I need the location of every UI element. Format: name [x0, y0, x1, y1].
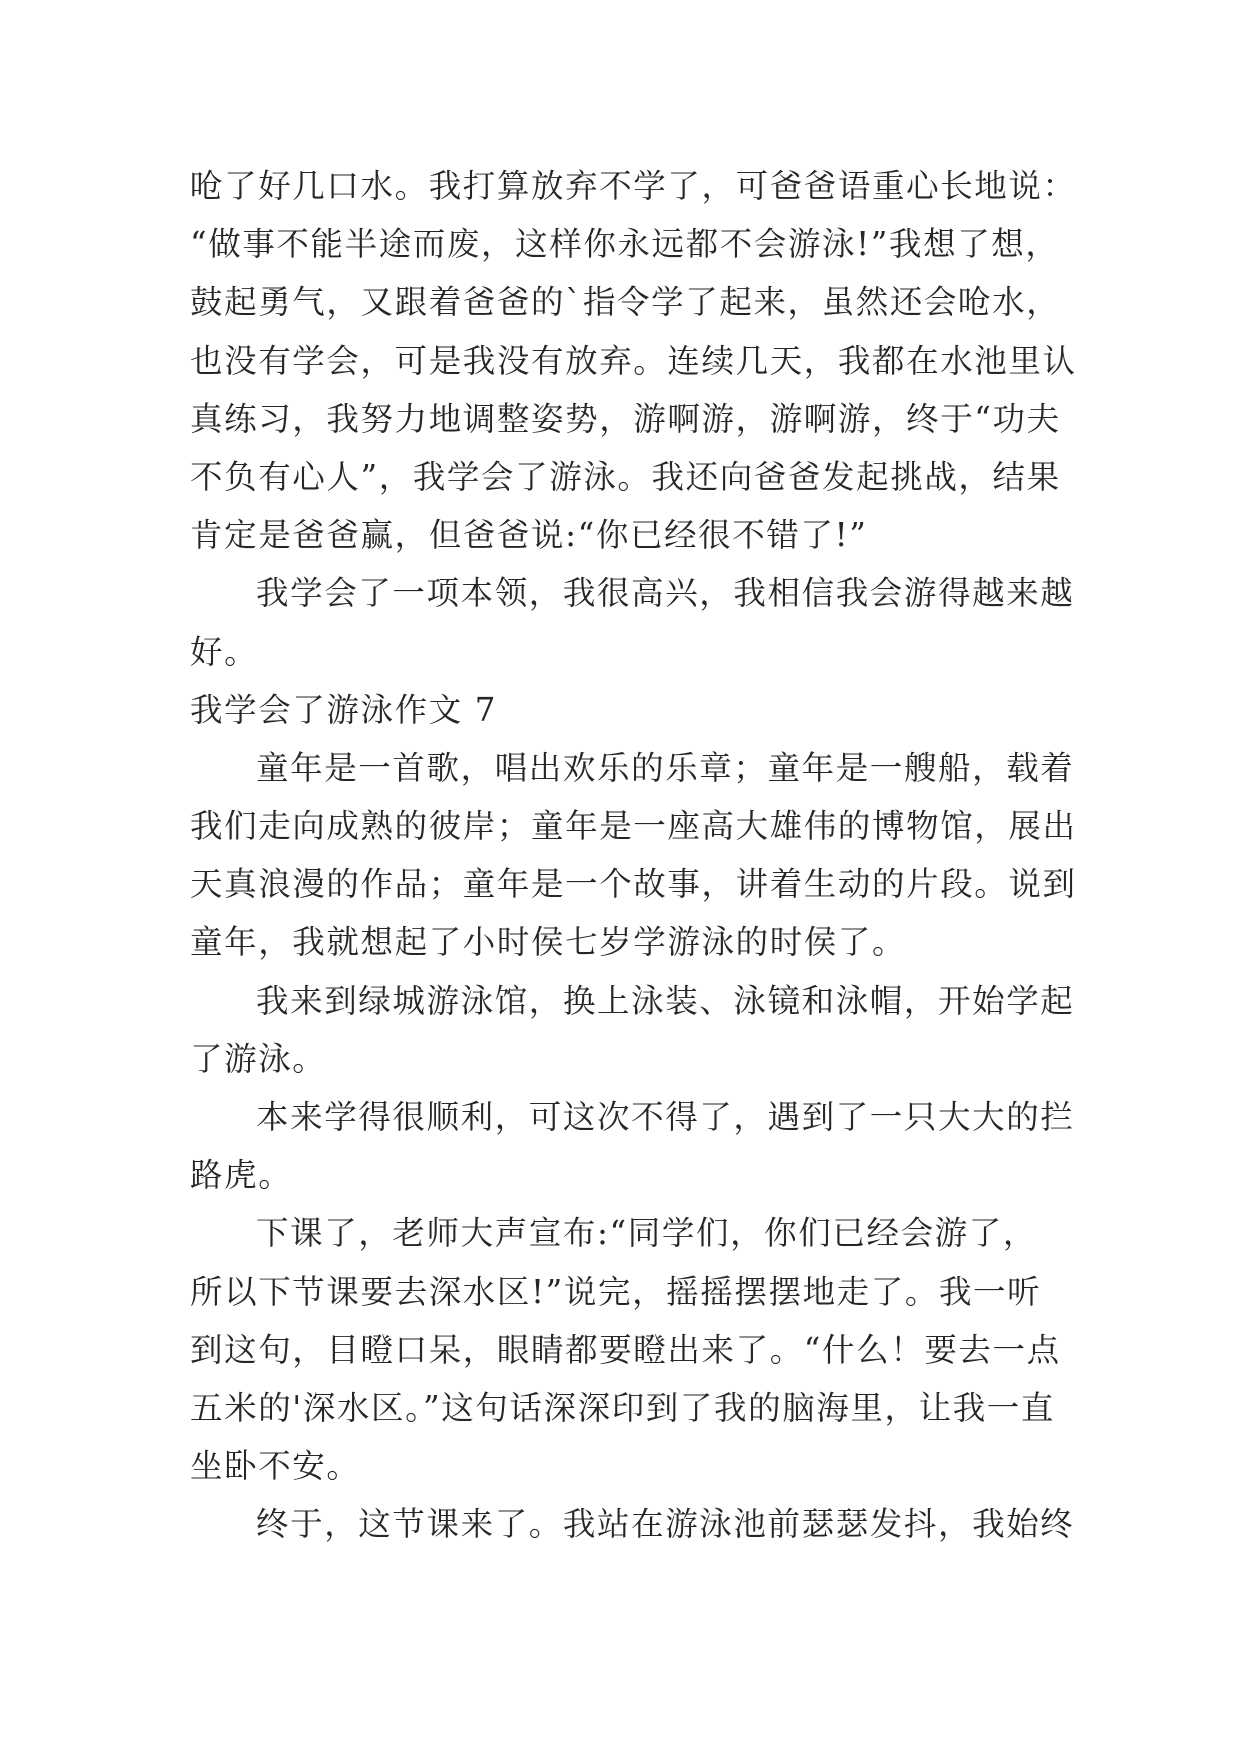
text-line: 也没有学会，可是我没有放弃。连续几天，我都在水池里认: [190, 341, 1077, 380]
text-line: 到这句，目瞪口呆，眼睛都要瞪出来了。“什么！要去一点: [190, 1330, 1061, 1369]
paragraph-first-line: 我学会了一项本领，我很高兴，我相信我会游得越来越: [256, 574, 1075, 613]
text-line: “做事不能半途而废，这样你永远都不会游泳!”我想了想，: [190, 225, 1060, 264]
text-line: 肯定是爸爸赢，但爸爸说:“你已经很不错了!”: [190, 516, 868, 555]
text-line: 呛了好几口水。我打算放弃不学了，可爸爸语重心长地说：: [190, 167, 1077, 205]
text-line: 坐卧不安。: [190, 1447, 361, 1486]
text-line: 童年，我就想起了小时侯七岁学游泳的时侯了。: [190, 923, 907, 962]
text-line: 了游泳。: [190, 1039, 327, 1078]
text-line: 五米的'深水区。”这句话深深印到了我的脑海里，让我一直: [190, 1388, 1055, 1427]
text-line: 鼓起勇气，又跟着爸爸的`指令学了起来，虽然还会呛水，: [190, 283, 1061, 322]
paragraph-first-line: 下课了，老师大声宣布:“同学们，你们已经会游了，: [256, 1214, 1037, 1253]
text-line: 不负有心人”，我学会了游泳。我还向爸爸发起挑战，结果: [190, 457, 1061, 496]
paragraph-first-line: 本来学得很顺利，可这次不得了，遇到了一只大大的拦: [256, 1098, 1075, 1136]
document-body: [190, 157, 1090, 1554]
paragraph-first-line: 我来到绿城游泳馆，换上泳装、泳镜和泳帽，开始学起: [256, 981, 1075, 1020]
text-line: 天真浪漫的作品；童年是一个故事，讲着生动的片段。说到: [190, 865, 1077, 904]
text-line: 好。: [190, 632, 259, 671]
paragraph-first-line: 童年是一首歌，唱出欢乐的乐章；童年是一艘船，载着: [256, 748, 1075, 787]
text-line: 我们走向成熟的彼岸；童年是一座高大雄伟的博物馆，展出: [190, 807, 1077, 846]
text-line: 真练习，我努力地调整姿势，游啊游，游啊游，终于“功夫: [190, 399, 1061, 438]
text-line: 路虎。: [190, 1156, 293, 1195]
text-line: 我学会了游泳作文 7: [190, 690, 498, 729]
paragraph-first-line: 终于，这节课来了。我站在游泳池前瑟瑟发抖，我始终: [256, 1505, 1075, 1544]
text-line: 所以下节课要去深水区!”说完，摇摇摆摆地走了。我一听: [190, 1272, 1042, 1311]
